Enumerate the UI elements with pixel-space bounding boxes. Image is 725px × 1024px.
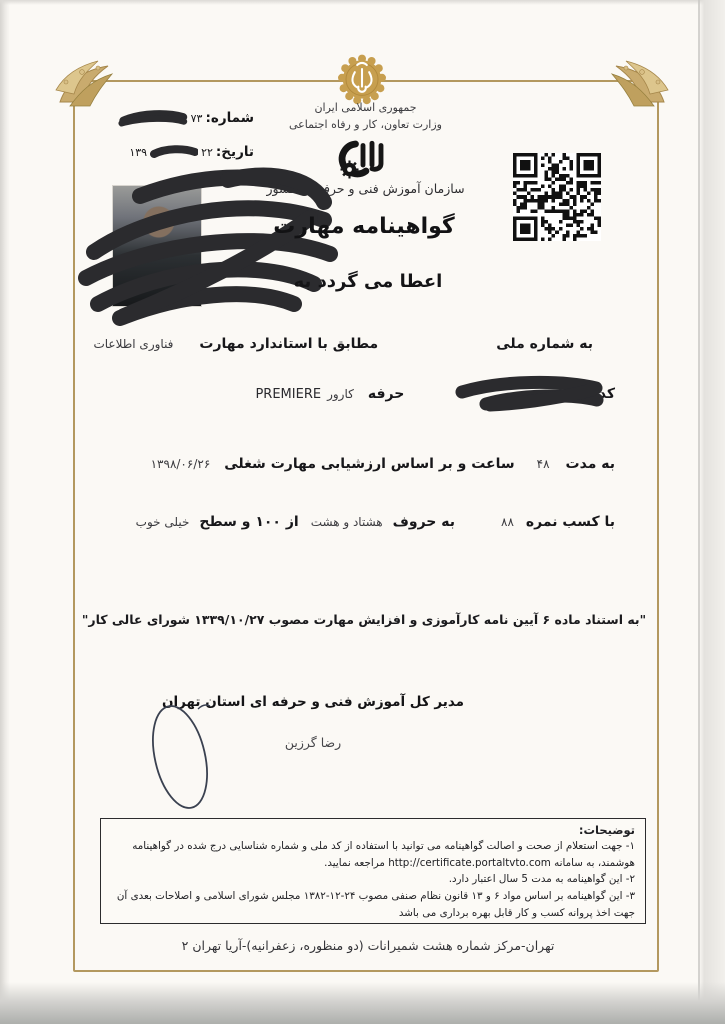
- scan-edge-bottom: [0, 982, 725, 1024]
- certificate-title: گواهینامه مهارت: [273, 214, 455, 239]
- serial-redaction-scribble: [118, 107, 188, 129]
- notes-heading: توضیحات:: [578, 823, 635, 837]
- scan-edge-left: [0, 0, 10, 1024]
- note-item-3: ۳- این گواهینامه بر اساس مواد ۶ و ۱۳ قانون نظام صنفی مصوب ۲۴-۱۲-۱۳۸۲ مجلس شورای اسلامی و اصلاحات بعدی آن جهت اخذ پروانه کسب و کار قابل بهره برداری می باشد: [116, 890, 635, 919]
- country-name: جمهوری اسلامی ایران: [314, 101, 417, 114]
- score-level-value: خیلی خوب: [135, 515, 190, 529]
- score-label: با کسب نمره: [525, 514, 615, 530]
- code-label: کد: [598, 386, 615, 402]
- profession-value-fa: کارور: [327, 387, 354, 401]
- photo-redaction-scribble: [78, 158, 340, 326]
- duration-row: [95, 456, 615, 472]
- scan-edge-top: [0, 0, 725, 5]
- standard-value: فناوری اطلاعات: [93, 337, 174, 351]
- note-item-1: ۱- جهت استعلام از صحت و اصالت گواهینامه می توانید با استفاده از کد ملی و شماره شناسایی درج شده در گواهینامه هوشمند، به سامانه http://certificate.portaltvto.com مراجعه نمایید.: [132, 840, 635, 869]
- signatory-name: رضا گرزین: [284, 735, 342, 750]
- scan-edge-right: [699, 0, 725, 1024]
- serial-row: [118, 106, 254, 130]
- duration-hours: ۴۸: [536, 457, 550, 471]
- page-edge-line: [698, 0, 700, 1024]
- score-words-label: به حروف: [392, 514, 456, 530]
- code-visible-digit: ۱: [586, 387, 593, 401]
- serial-visible-digits: ۷۳: [190, 111, 203, 125]
- grant-line: اعطا می گردد به: [293, 271, 443, 292]
- national-id-row: [95, 336, 615, 352]
- score-value: ۸۸: [501, 515, 514, 529]
- notes-box: [100, 818, 646, 924]
- tvto-logo-icon: [332, 138, 394, 180]
- profession-label: حرفه: [367, 386, 405, 402]
- evaluation-date: ۱۳۹۸/۰۶/۲۶: [150, 457, 211, 471]
- ministry-name: وزارت تعاون، کار و رفاه اجتماعی: [288, 118, 442, 131]
- national-id-label: به شماره ملی: [496, 336, 593, 352]
- duration-label: به مدت: [565, 456, 615, 472]
- score-scale-label: از ۱۰۰ و سطح: [199, 514, 299, 530]
- code-redaction-scribble: [452, 374, 604, 414]
- corner-flourish-icon: [608, 58, 670, 108]
- profession-value-en: PREMIERE: [255, 387, 322, 402]
- signatory-title: مدیر کل آموزش فنی و حرفه ای استان تهران: [161, 694, 465, 710]
- note-item-2: ۲- این گواهینامه به مدت 5 سال اعتبار دارد.: [448, 873, 635, 886]
- serial-date-block: [118, 106, 254, 164]
- date-visible-year: ۱۳۹: [129, 145, 148, 159]
- corner-flourish-icon: [54, 58, 116, 108]
- organization-name: سازمان آموزش فنی و حرفه ای کشور: [266, 181, 465, 196]
- legal-reference-line: "به استناد ماده ۶ آیین نامه کارآموزی و افزایش مهارت مصوب ۱۳۳۹/۱۰/۲۷ شورای عالی کار": [81, 612, 647, 627]
- score-words-value: هشتاد و هشت: [310, 515, 383, 529]
- standard-label: مطابق با استاندارد مهارت: [199, 336, 379, 352]
- date-visible-day: ۲۲: [201, 145, 213, 159]
- duration-text: ساعت و بر اساس ارزشیابی مهارت شغلی: [224, 456, 515, 472]
- issuing-center-address: تهران-مرکز شماره هشت شمیرانات (دو منظوره، زعفرانیه)-آریا تهران ۲: [181, 938, 555, 953]
- serial-label: شماره:: [205, 110, 254, 126]
- signature-scribble: [140, 697, 220, 815]
- score-row: [95, 514, 615, 530]
- date-label: تاریخ:: [215, 144, 254, 160]
